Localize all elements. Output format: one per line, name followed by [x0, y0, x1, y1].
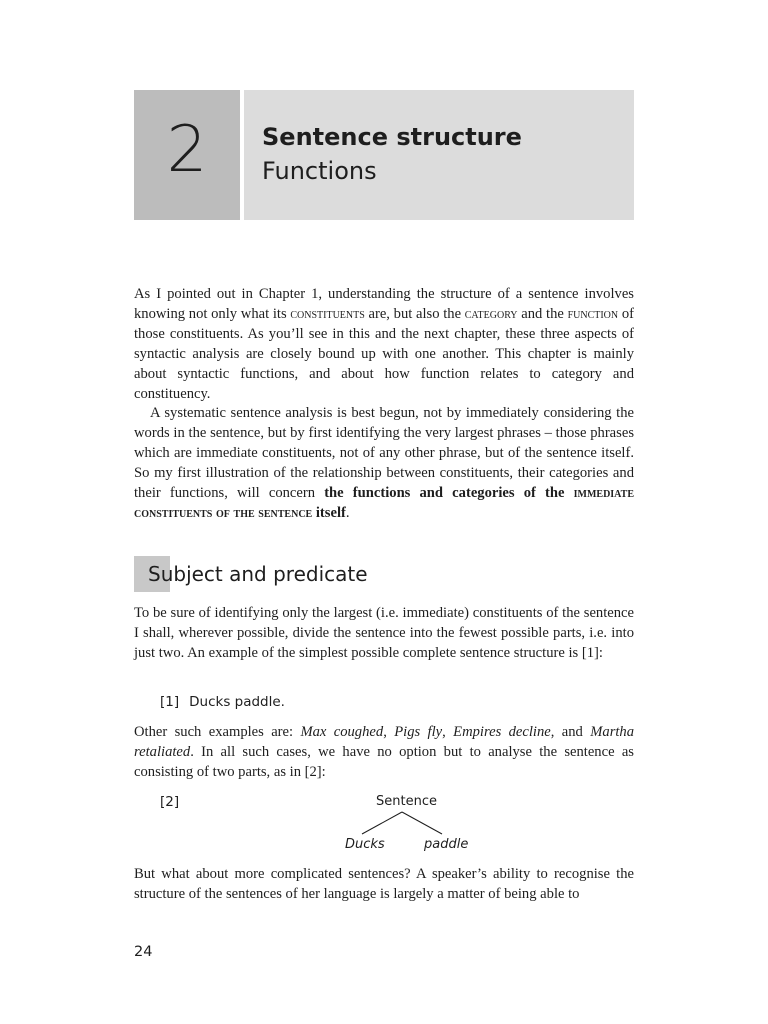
- section-paragraph-3: But what about more complicated sentences? A speaker’s ability to recognise the structure of the sentences of her language is largely a matter of being able to: [134, 866, 634, 902]
- page-number: 24: [134, 944, 153, 960]
- chapter-number: 2: [166, 113, 208, 187]
- example-phrase: Pigs fly: [394, 724, 443, 740]
- section-paragraph-1: To be sure of identifying only the largest (i.e. immediate) constituents of the sentence I shall, wherever possible, divide the sentence into the fewest possible parts, i.e. into just two. An example of the simplest possible complete sentence structure is [1]:: [134, 605, 634, 661]
- bold-text: itself: [312, 504, 346, 521]
- intro-paragraph-2: [134, 404, 634, 523]
- term-category: category: [464, 305, 518, 322]
- tree-leaf-ducks: Ducks: [345, 837, 385, 852]
- chapter-title: Sentence structure: [262, 123, 522, 151]
- text-run: .: [345, 504, 350, 521]
- section-heading: Subject and predicate: [148, 562, 368, 586]
- example-phrase: Max coughed: [300, 724, 384, 740]
- example-1-label: [1]: [160, 694, 180, 710]
- term-immediate-constituents: immediate constituents of the sentence: [134, 484, 634, 521]
- example-1-text: Ducks paddle.: [189, 694, 285, 710]
- text-run: ,: [442, 724, 454, 740]
- text-run: and the: [517, 305, 568, 322]
- example-2-label: [2]: [160, 794, 180, 810]
- intro-paragraph-1: [134, 285, 634, 404]
- text-run: Other such examples are:: [134, 724, 301, 740]
- chapter-title-box: [244, 90, 634, 220]
- chapter-subtitle: Functions: [262, 157, 377, 185]
- example-phrase: Empires decline: [453, 724, 551, 740]
- text-run: of those constituents. As you’ll see in this and the next chapter, these three aspects of syntactic analysis are closely bound up with one another. This chapter is mainly about syntactic functions, and about how function relates to category and constituency.: [134, 305, 634, 402]
- tree-leaf-paddle: paddle: [424, 837, 469, 852]
- example-phrase: Martha retaliated: [134, 724, 635, 760]
- example-1: [160, 694, 285, 710]
- tree-branch-right: [402, 812, 442, 834]
- term-constituents: constituents: [290, 305, 365, 322]
- text-run: A systematic sentence analysis is best begun, not by immediately considering the words in the sentence, but by first identifying the very largest phrases – those phrases which are immediate constituents, not of any other phrase, but of the sentence itself. So my first illustration of the relationship between constituents, their categories and their functions, will concern: [134, 405, 634, 501]
- bold-text: the functions and categories of the: [324, 484, 574, 501]
- text-run: , and: [550, 724, 591, 740]
- tree-branches: [340, 808, 460, 838]
- section-paragraph-2: [134, 723, 634, 783]
- text-run: are, but also the: [364, 305, 465, 322]
- term-function: function: [567, 305, 619, 322]
- tree-branch-left: [362, 812, 402, 834]
- text-run: As I pointed out in Chapter 1, understanding the structure of a sentence involves knowing not only what its: [134, 286, 634, 322]
- tree-root-node: Sentence: [376, 794, 437, 809]
- text-run: ,: [383, 724, 395, 740]
- text-run: . In all such cases, we have no option but to analyse the sentence as consisting of two parts, as in [2]:: [134, 743, 634, 780]
